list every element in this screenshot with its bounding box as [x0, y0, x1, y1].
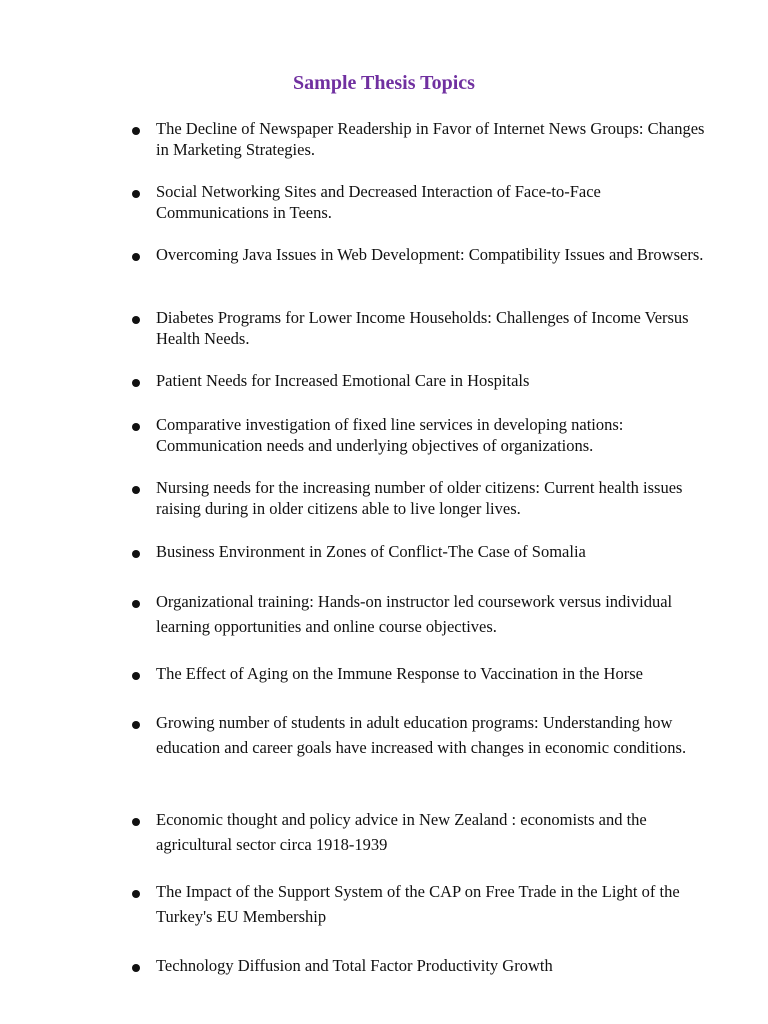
bullet-icon: [132, 127, 140, 135]
list-item: Patient Needs for Increased Emotional Care in Hospitals: [156, 371, 530, 390]
list-item: The Decline of Newspaper Readership in Favor of Internet News Groups: Changes in Marketing Strategies.: [156, 119, 705, 159]
list-item: Comparative investigation of fixed line services in developing nations: Communication needs and underlying objectives of organizations.: [156, 415, 624, 455]
bullet-icon: [132, 550, 140, 558]
list-item: Economic thought and policy advice in New Zealand : economists and the agricultural sector circa 1918-1939: [156, 810, 647, 854]
bullet-icon: [132, 316, 140, 324]
bullet-icon: [132, 672, 140, 680]
list-item: Diabetes Programs for Lower Income Households: Challenges of Income Versus Health Needs.: [156, 308, 689, 348]
list-item: Business Environment in Zones of Conflict-The Case of Somalia: [156, 542, 586, 561]
list-item: Social Networking Sites and Decreased Interaction of Face-to-Face Communications in Teens.: [156, 182, 601, 222]
bullet-icon: [132, 379, 140, 387]
bullet-icon: [132, 190, 140, 198]
list-item: The Effect of Aging on the Immune Response to Vaccination in the Horse: [156, 664, 643, 683]
list-item: The Impact of the Support System of the CAP on Free Trade in the Light of the Turkey's EU Membership: [156, 882, 680, 926]
list-item: Organizational training: Hands-on instructor led coursework versus individual learning opportunities and online course objectives.: [156, 592, 673, 636]
bullet-icon: [132, 486, 140, 494]
bullet-icon: [132, 818, 140, 826]
list-item: Growing number of students in adult education programs: Understanding how education and career goals have increased with changes in economic conditions.: [156, 713, 687, 757]
bullet-icon: [132, 600, 140, 608]
list-item: Nursing needs for the increasing number of older citizens: Current health issues raising during in older citizens able to live longer lives.: [156, 478, 683, 518]
bullet-icon: [132, 253, 140, 261]
list-item: Technology Diffusion and Total Factor Productivity Growth: [156, 956, 553, 975]
list-item: Overcoming Java Issues in Web Development: Compatibility Issues and Browsers.: [156, 245, 704, 264]
page-title: Sample Thesis Topics: [293, 72, 475, 94]
bullet-icon: [132, 423, 140, 431]
bullet-icon: [132, 721, 140, 729]
bullet-icon: [132, 890, 140, 898]
bullet-icon: [132, 964, 140, 972]
